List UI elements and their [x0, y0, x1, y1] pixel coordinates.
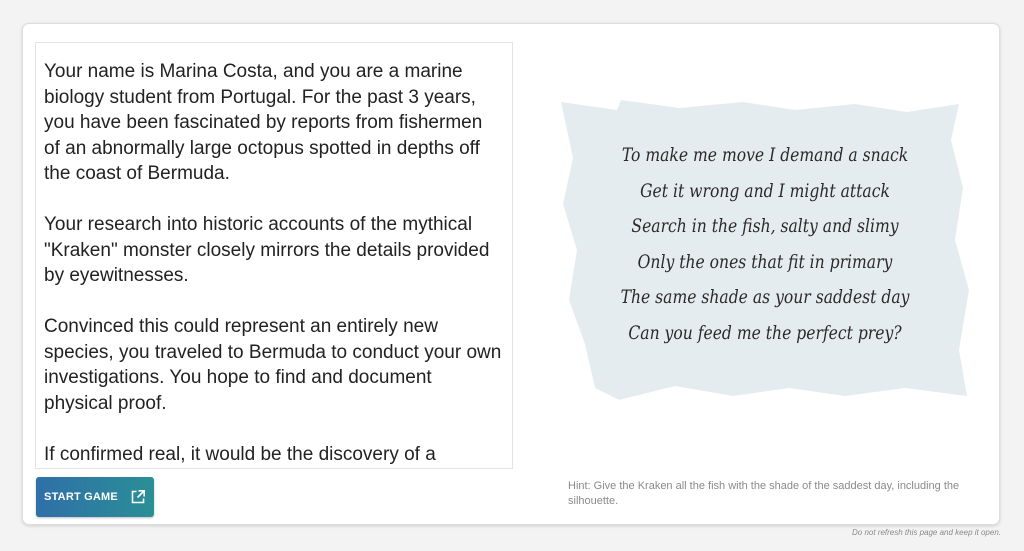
- riddle-line: Can you feed me the perfect prey?: [628, 321, 902, 344]
- riddle-line: Only the ones that fit in primary: [637, 250, 893, 273]
- story-paragraph: Convinced this could represent an entirely new species, you traveled to Bermuda to conduct your own investigations. You hope to find and document physical proof.: [44, 316, 502, 414]
- story-paragraph: Your research into historic accounts of the mythical "Kraken" monster closely mirrors the details provided by eyewitnesses.: [44, 214, 490, 286]
- open-in-new-icon: [130, 489, 146, 505]
- riddle-text: [609, 138, 921, 351]
- riddle-line: To make me move I demand a snack: [621, 144, 909, 166]
- riddle-line: Get it wrong and I might attack: [640, 179, 890, 202]
- start-game-label: START GAME: [44, 491, 118, 503]
- riddle-line: The same shade as your saddest day: [620, 286, 910, 308]
- riddle-panel: [555, 100, 975, 412]
- story-scroll-box[interactable]: [35, 42, 513, 469]
- game-card: [22, 23, 1000, 525]
- riddle-line: Search in the fish, salty and slimy: [631, 215, 899, 237]
- start-game-button[interactable]: [36, 477, 154, 517]
- footer-note: Do not refresh this page and keep it open.: [852, 528, 1001, 537]
- story-paragraph: If confirmed real, it would be the discovery of a: [44, 443, 436, 465]
- story-paragraph: Your name is Marina Costa, and you are a marine biology student from Portugal. For the past 3 years, you have been fascinated by reports from fishermen of an abnormally large octopus spotted in depths off the coast of Bermuda.: [44, 61, 483, 184]
- story-text: [36, 43, 512, 467]
- hint-text: Hint: Give the Kraken all the fish with the shade of the saddest day, including the silhouette.: [568, 480, 960, 507]
